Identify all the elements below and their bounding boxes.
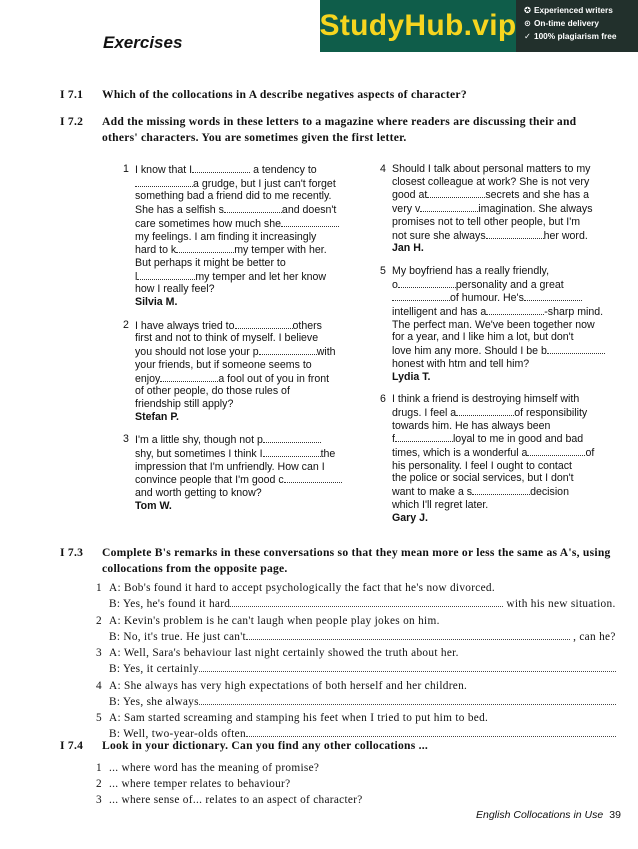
letter-signature: Tom W.: [135, 499, 172, 512]
exercise-number: I 7.2: [60, 115, 84, 128]
letter-line: times, which is a wonderful a of: [392, 447, 595, 460]
blank-field[interactable]: [486, 229, 544, 239]
answer-blank[interactable]: [246, 629, 570, 640]
letter-line: my feelings. I am finding it increasingly: [135, 230, 317, 243]
exercise-instruction: Look in your dictionary. Can you find any other collocations ...: [102, 739, 429, 752]
blank-field[interactable]: [224, 203, 282, 213]
item-number: 3: [96, 647, 102, 659]
check-icon: ✓: [524, 31, 531, 41]
blank-field[interactable]: [395, 432, 453, 442]
letter-line: of humour. He's: [392, 291, 624, 305]
blank-field[interactable]: [160, 372, 218, 382]
blank-field[interactable]: [420, 202, 478, 212]
letter-line: closest colleague at work? She is not very: [392, 175, 590, 188]
letter-number: 2: [123, 318, 129, 331]
blank-field[interactable]: [524, 291, 582, 301]
letter: [123, 318, 370, 424]
blank-field[interactable]: [456, 406, 514, 416]
letter-line: o personality and a great: [392, 278, 564, 291]
letter-line: But perhaps it might be better to: [135, 256, 286, 269]
page-number: 39: [609, 809, 621, 821]
conversation-a-line: 4 A: She always has very high expectations of both herself and her children.: [96, 678, 467, 694]
letter-line: want to make a s decision: [392, 486, 569, 499]
letter-signature: Jan H.: [392, 242, 424, 255]
letter-line: which I'll regret later.: [392, 498, 489, 511]
exercise-number: I 7.1: [60, 88, 84, 101]
exercise-instruction: Add the missing words in these letters to a magazine where readers are discussing their and others' characters. You are sometimes given the first letter.: [102, 115, 577, 144]
exercise-instruction: Complete B's remarks in these conversations so that they mean more or less the same as A's, using collocations from the opposite page.: [102, 546, 611, 575]
letter-line: friendship still apply?: [135, 397, 234, 410]
letter-number: 6: [380, 393, 386, 406]
letter-number: 3: [123, 433, 129, 446]
blank-field[interactable]: [259, 345, 317, 355]
exercise-number: I 7.4: [60, 739, 84, 752]
letters-left-column: [123, 163, 370, 513]
letter: [123, 433, 370, 512]
item-number: 2: [96, 614, 102, 627]
conversation-a-line: 5 A: Sam started screaming and stamping his feet when I tried to put him to bed.: [96, 710, 488, 726]
conversation-b-line: B: Well, two-year-olds often: [96, 726, 616, 742]
letter-number: 1: [123, 163, 129, 175]
footer: [476, 809, 621, 821]
exercise-number: I 7.3: [60, 546, 84, 559]
star-icon: ✪: [524, 5, 531, 15]
item-number: 3: [96, 794, 102, 806]
logo-text: StudyHub.vip: [319, 9, 517, 42]
letter-line: his personality. I feel I ought to contact: [392, 459, 573, 472]
letter-line: good at secrets and she has a: [392, 189, 590, 202]
letter-line: and worth getting to know?: [135, 487, 262, 500]
conversation-b-line: B: Yes, he's found it hard with his new situation.: [109, 598, 616, 610]
letter-line: promises not to tell other people, but I'm: [392, 215, 581, 228]
letter-number: 4: [380, 163, 386, 175]
letter-number: 5: [380, 264, 386, 277]
letter-line: convince people that I'm good c: [135, 473, 370, 487]
answer-blank[interactable]: [199, 661, 616, 672]
letter: [123, 163, 370, 309]
blank-field[interactable]: [135, 177, 193, 187]
letter-line: how I really feel?: [135, 283, 215, 296]
conversation-a-line: 1 A: Bob's found it hard to accept psychologically the fact that he's now divorced.: [96, 580, 495, 596]
letter-line: care sometimes how much she: [135, 217, 370, 231]
exercise-7-3: [60, 545, 635, 577]
letter-line: not sure she always her word.: [392, 229, 588, 242]
question-item: 2 ... where temper relates to behaviour?: [96, 776, 290, 792]
page-title: Exercises: [103, 33, 183, 52]
answer-blank[interactable]: [199, 694, 616, 705]
answer-blank[interactable]: [246, 726, 616, 737]
letter-line: something bad a friend did to me recently.: [135, 190, 332, 203]
letter-line: honest with htm and tell him?: [392, 357, 530, 370]
blank-field[interactable]: [547, 344, 605, 354]
exercise-instruction: Which of the collocations in A describe negatives aspects of character?: [102, 88, 467, 101]
feature-item: ✓ 100% plagiarism free: [524, 31, 617, 41]
letter-line: Should I talk about personal matters to my: [392, 163, 591, 175]
conversation-b-line: B: Yes, it certainly: [96, 661, 616, 677]
blank-field[interactable]: [263, 447, 321, 457]
letter-line: l my temper and let her know: [135, 270, 327, 283]
letter-line: very v imagination. She always: [392, 203, 593, 216]
letter: [380, 163, 624, 255]
clock-icon: ⊙: [524, 18, 531, 28]
letter-line: She has a selfish s and doesn't: [135, 204, 337, 217]
book-title: English Collocations in Use: [476, 809, 604, 821]
blank-field[interactable]: [398, 278, 456, 288]
conversation-a-line: 2 A: Kevin's problem is he can't laugh when people play jokes on him.: [96, 613, 440, 629]
letter-line: I think a friend is destroying himself with: [392, 393, 580, 406]
question-item: 1 ... where word has the meaning of promise?: [96, 760, 319, 776]
letter-line: first and not to think of myself. I believe: [135, 332, 319, 345]
feature-item: ⊙ On-time delivery: [524, 18, 599, 28]
letter-line: impression that I'm unfriendly. How can I: [135, 460, 325, 473]
letter-line: The perfect man. We've been together now: [392, 318, 595, 331]
letter-line: your friends, but if someone seems to: [135, 358, 312, 371]
conversation-b-line: B: Yes, she always: [96, 694, 616, 710]
blank-field[interactable]: [392, 291, 450, 301]
exercise-7-4: [60, 738, 620, 754]
letter-line: enjoy a fool out of you in front: [135, 372, 330, 385]
logo[interactable]: [320, 0, 516, 52]
letter-line: f loyal to me in good and bad: [392, 433, 584, 446]
letter-line: for a year, and I like him a lot, but don't: [392, 331, 574, 344]
blank-field[interactable]: [137, 270, 195, 280]
letter-signature: Gary J.: [392, 511, 428, 524]
blank-field[interactable]: [527, 446, 585, 456]
item-number: 1: [96, 762, 102, 774]
studyhub-banner[interactable]: [320, 0, 638, 52]
letter-line: drugs. I feel a of responsibility: [392, 406, 588, 419]
letter-line: of other people, do those rules of: [135, 385, 290, 398]
letter-line: My boyfriend has a really friendly,: [392, 264, 550, 277]
answer-blank[interactable]: [230, 596, 503, 607]
blank-field[interactable]: [284, 473, 342, 483]
feature-list: [516, 0, 638, 52]
question-item: 3 ... where sense of... relates to an aspect of character?: [96, 792, 363, 808]
letter-line: shy, but sometimes I think I the: [135, 448, 336, 461]
blank-field[interactable]: [472, 485, 530, 495]
item-number: 1: [96, 582, 102, 594]
exercise-7-2: [60, 114, 620, 146]
blank-field[interactable]: [281, 217, 339, 227]
letter: [380, 393, 624, 524]
exercise-7-1: [60, 87, 620, 103]
feature-item: ✪ Experienced writers: [524, 5, 613, 15]
letter-signature: Stefan P.: [135, 410, 179, 423]
letter-line: the police or social services, but I don't: [392, 472, 574, 485]
item-number: 5: [96, 712, 102, 724]
letter-line: I have always tried to others: [135, 319, 322, 332]
blank-field[interactable]: [427, 188, 485, 198]
letter-line: a grudge, but I just can't forget: [135, 177, 370, 191]
item-number: 4: [96, 679, 102, 692]
letter-line: you should not lose your p with: [135, 346, 336, 359]
blank-field[interactable]: [235, 319, 293, 329]
letter-line: love him any more. Should I be b: [392, 344, 624, 358]
letters-right-column: [380, 163, 624, 524]
letter-line: I know that I a tendency to: [135, 164, 317, 176]
letter-line: I'm a little shy, though not p: [135, 433, 370, 447]
letter-signature: Lydia T.: [392, 370, 431, 383]
letter-line: towards him. He has always been: [392, 419, 551, 432]
letter-line: intelligent and has a -sharp mind.: [392, 306, 604, 319]
blank-field[interactable]: [192, 163, 250, 173]
conversation-a-line: 3 A: Well, Sara's behaviour last night certainly showed the truth about her.: [96, 645, 459, 661]
conversation-b-line: B: No, it's true. He just can't , can he?: [109, 630, 616, 643]
blank-field[interactable]: [176, 243, 234, 253]
letter-signature: Silvia M.: [135, 296, 178, 309]
letter: [380, 264, 624, 383]
letter-line: hard to k my temper with her.: [135, 244, 327, 257]
blank-field[interactable]: [486, 305, 544, 315]
blank-field[interactable]: [263, 433, 321, 443]
item-number: 2: [96, 778, 102, 790]
